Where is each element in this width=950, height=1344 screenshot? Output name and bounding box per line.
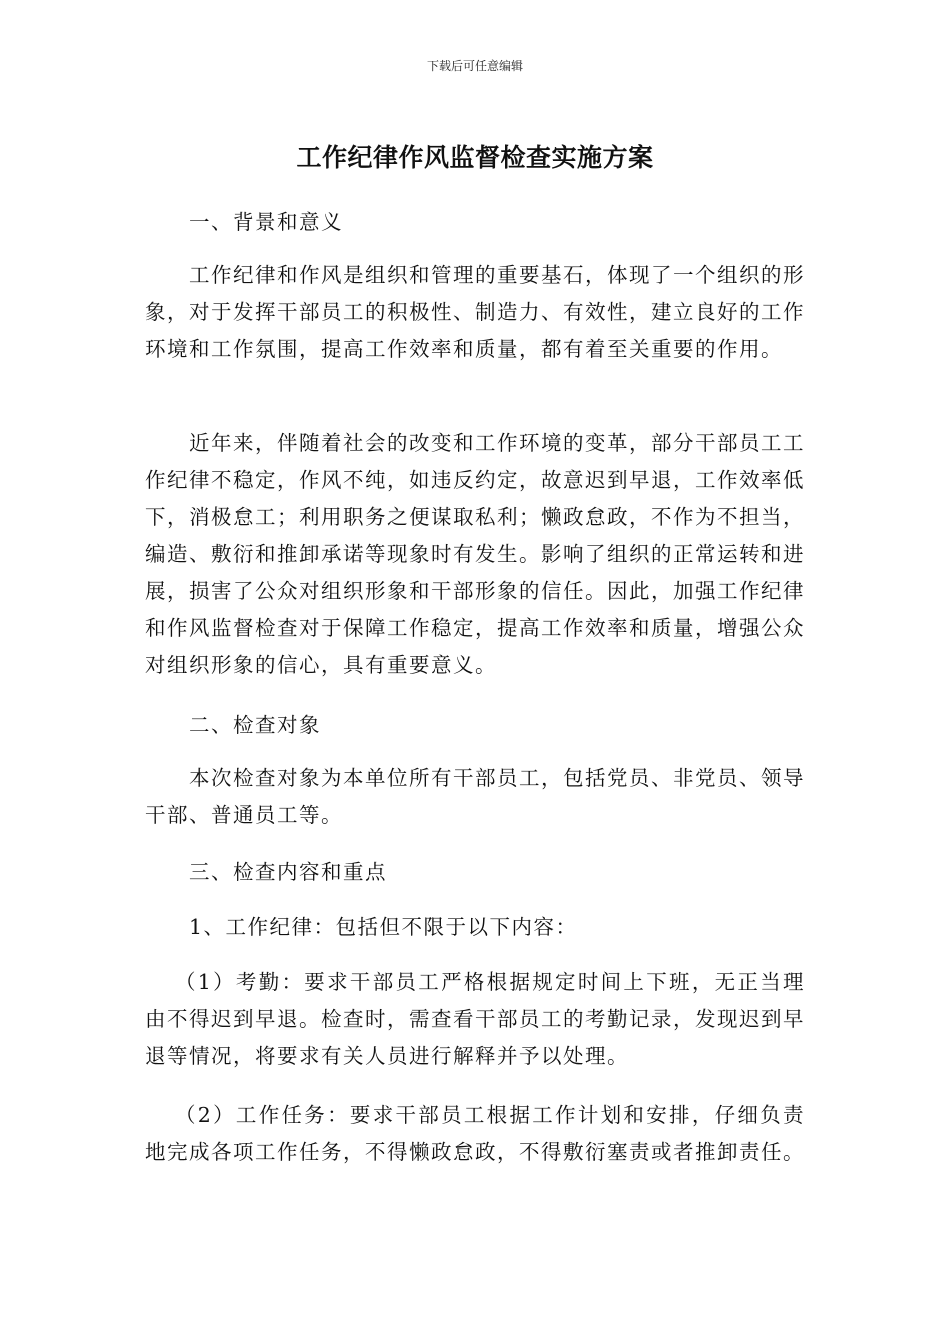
section2-heading: 二、检查对象 (189, 713, 321, 737)
subsection1-heading: 1、工作纪律：包括但不限于以下内容： (189, 915, 578, 939)
section3-heading: 三、检查内容和重点 (189, 860, 387, 884)
section1-heading: 一、背景和意义 (189, 210, 343, 234)
item-work-tasks: （2）工作任务：要求干部员工根据工作计划和安排，仔细负责地完成各项工作任务，不得懒政怠政，不得敷衍塞责或者推卸责任。 (145, 1103, 805, 1164)
paragraph-background: 工作纪律和作风是组织和管理的重要基石，体现了一个组织的形象，对于发挥干部员工的积极性、制造力、有效性，建立良好的工作环境和工作氛围，提高工作效率和质量，都有着至关重要的作用。 (145, 263, 805, 361)
document-title: 工作纪律作风监督检查实施方案 (296, 143, 654, 172)
paragraph-inspection-target: 本次检查对象为本单位所有干部员工，包括党员、非党员、领导干部、普通员工等。 (145, 766, 805, 827)
paragraph-recent-issues: 近年来，伴随着社会的改变和工作环境的变革，部分干部员工工作纪律不稳定，作风不纯，如违反约定，故意迟到早退，工作效率低下，消极怠工；利用职务之便谋取私利；懒政怠政，不作为不担当，编造、敷衍和推卸承诺等现象时有发生。影响了组织的正常运转和进展，损害了公众对组织形象和干部形象的信任。因此，加强工作纪律和作风监督检查对于保障工作稳定，提高工作效率和质量，增强公众对组织形象的信心，具有重要意义。 (145, 431, 805, 677)
header-note: 下载后可任意编辑 (426, 59, 523, 73)
item-attendance: （1）考勤：要求干部员工严格根据规定时间上下班，无正当理由不得迟到早退。检查时，需查看干部员工的考勤记录，发现迟到早退等情况，将要求有关人员进行解释并予以处理。 (145, 970, 805, 1068)
